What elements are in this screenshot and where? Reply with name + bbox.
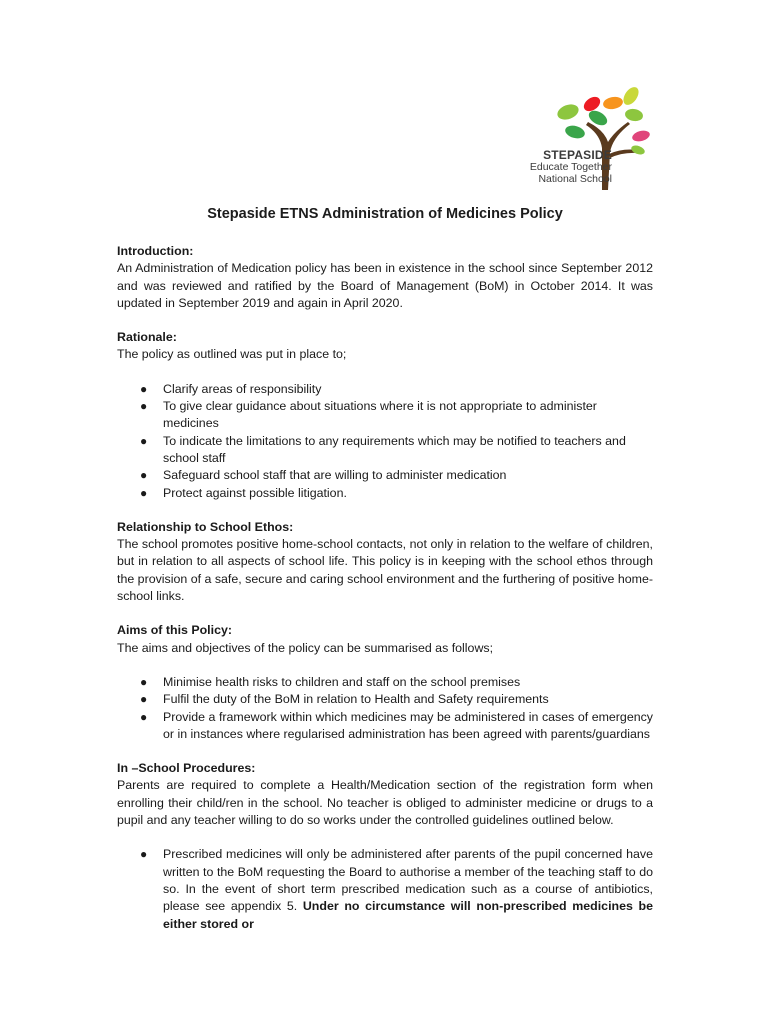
aims-paragraph: The aims and objectives of the policy can be summarised as follows; [117, 640, 494, 655]
bullet-icon: ● [140, 674, 148, 689]
bullet-icon: ● [140, 381, 148, 396]
procedures-list [117, 846, 653, 932]
bullet-icon: ● [140, 847, 148, 862]
bullet-icon: ● [140, 399, 148, 414]
list-item: ● To indicate the limitations to any requirements which may be notified to teachers and school staff [140, 433, 626, 465]
document-title: Stepaside ETNS Administration of Medicines Policy [207, 206, 563, 222]
procedures-item-text: Prescribed medicines will only be administered after parents of the pupil concerned have written to the BoM requesting the Board to authorise a member of the teaching staff to do so. In the event of short term prescribed medication such as a course of antibiotics, please see appendix 5. [163, 847, 653, 914]
list-item: ● Provide a framework within which medicines may be administered in cases of emergency or in instances where regularised administration has been agreed with parents/guardians [140, 709, 653, 741]
logo-school-name: STEPASIDE [543, 148, 612, 162]
intro-heading: Introduction: [117, 244, 194, 258]
procedures-heading: In –School Procedures: [117, 761, 256, 776]
list-item: ● Minimise health risks to children and staff on the school premises [117, 674, 653, 691]
list-item: ● Clarify areas of responsibility [117, 381, 653, 398]
logo-text [522, 149, 612, 185]
intro-paragraph: An Administration of Medication policy has been in existence in the school since September 2012 and was reviewed and ratified by the Board of Management (BoM) in October 2014. It was updated in September 2019 and again in April 2020. [117, 261, 653, 310]
list-item [117, 846, 653, 932]
ethos-paragraph: The school promotes positive home-school contacts, not only in relation to the welfare of children, but in relation to all aspects of school life. This policy is in keeping with the school ethos through the provision of a safe, secure and caring school environment and the furthering of positive home-school links. [117, 537, 653, 604]
leaf-dark-green [564, 124, 586, 141]
procedures-paragraph: Parents are required to complete a Health/Medication section of the registration form when enrolling their child/ren in the school. No teacher is obliged to administer medicine or drugs to a pupil and any teacher willing to do so works under the controlled guidelines outlined below. [117, 778, 653, 828]
logo-subline-2: National School [538, 173, 612, 185]
leaf-orange [602, 95, 624, 110]
rationale-paragraph: The policy as outlined was put in place to; [117, 347, 347, 362]
leaf-green-3 [630, 144, 646, 156]
leaf-green-2 [624, 108, 644, 123]
list-item: ● Fulfil the duty of the BoM in relation to Health and Safety requirements [117, 691, 653, 708]
leaf-lime [620, 84, 641, 107]
document-body [117, 243, 653, 933]
procedures-item-bold: Under no circumstance will non-prescribed medicines be either stored or [163, 899, 654, 931]
leaf-green [555, 102, 580, 123]
list-item: ● Safeguard school staff that are willing to administer medication [117, 467, 653, 484]
rationale-heading: Rationale: [117, 330, 177, 345]
bullet-icon: ● [140, 468, 148, 483]
bullet-icon: ● [140, 485, 148, 500]
bullet-icon: ● [140, 709, 148, 724]
logo-subline-1: Educate Together [529, 161, 612, 173]
leaf-pink [631, 129, 651, 143]
list-item: ● To give clear guidance about situations where it is not appropriate to administer medicines [140, 399, 597, 431]
rationale-list [117, 381, 653, 502]
aims-heading: Aims of this Policy: [117, 623, 232, 638]
list-item: ● Protect against possible litigation. [117, 485, 653, 502]
aims-list [117, 674, 653, 743]
ethos-heading: Relationship to School Ethos: [117, 519, 294, 534]
bullet-icon: ● [140, 692, 148, 707]
bullet-icon: ● [140, 433, 148, 448]
leaf-red [581, 94, 603, 114]
